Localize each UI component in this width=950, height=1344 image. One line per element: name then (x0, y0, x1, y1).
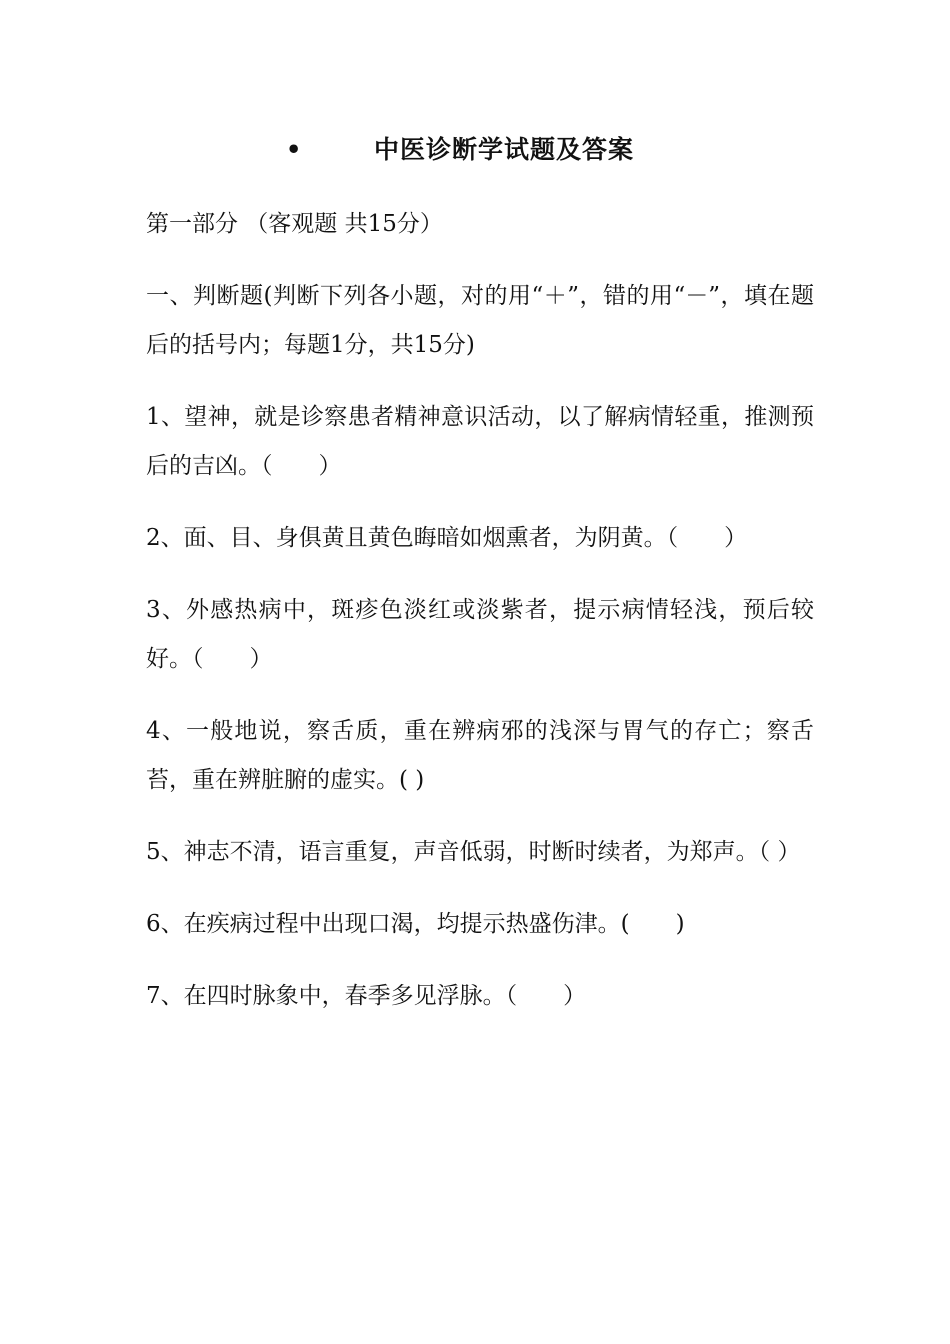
bullet-mark: • (286, 135, 302, 164)
section-heading: 第一部分 （客观题 共15分） (146, 211, 443, 237)
title-row (0, 128, 950, 172)
document-body (146, 200, 814, 1044)
instructions: 一、判断题(判断下列各小题，对的用“＋”，错的用“－”，填在题后的括号内；每题1分，共15分) (146, 283, 814, 358)
question-item: 4、一般地说，察舌质，重在辨病邪的浅深与胃气的存亡；察舌苔，重在辨脏腑的虚实。( ) (146, 718, 814, 793)
question-item: 6、在疾病过程中出现口渴，均提示热盛伤津。( ) (146, 911, 685, 937)
question-item: 7、在四时脉象中，春季多见浮脉。（ ） (146, 983, 587, 1009)
document-title: 中医诊断学试题及答案 (374, 135, 635, 164)
question-item: 2、面、目、身俱黄且黄色晦暗如烟熏者，为阴黄。（ ） (146, 525, 748, 551)
question-item: 3、外感热病中，斑疹色淡红或淡紫者，提示病情轻浅，预后较好。（ ） (146, 597, 814, 672)
question-item: 1、望神，就是诊察患者精神意识活动，以了解病情轻重，推测预后的吉凶。（ ） (146, 404, 814, 479)
question-item: 5、神志不清，语言重复，声音低弱，时断时续者，为郑声。（ ） (146, 839, 801, 865)
